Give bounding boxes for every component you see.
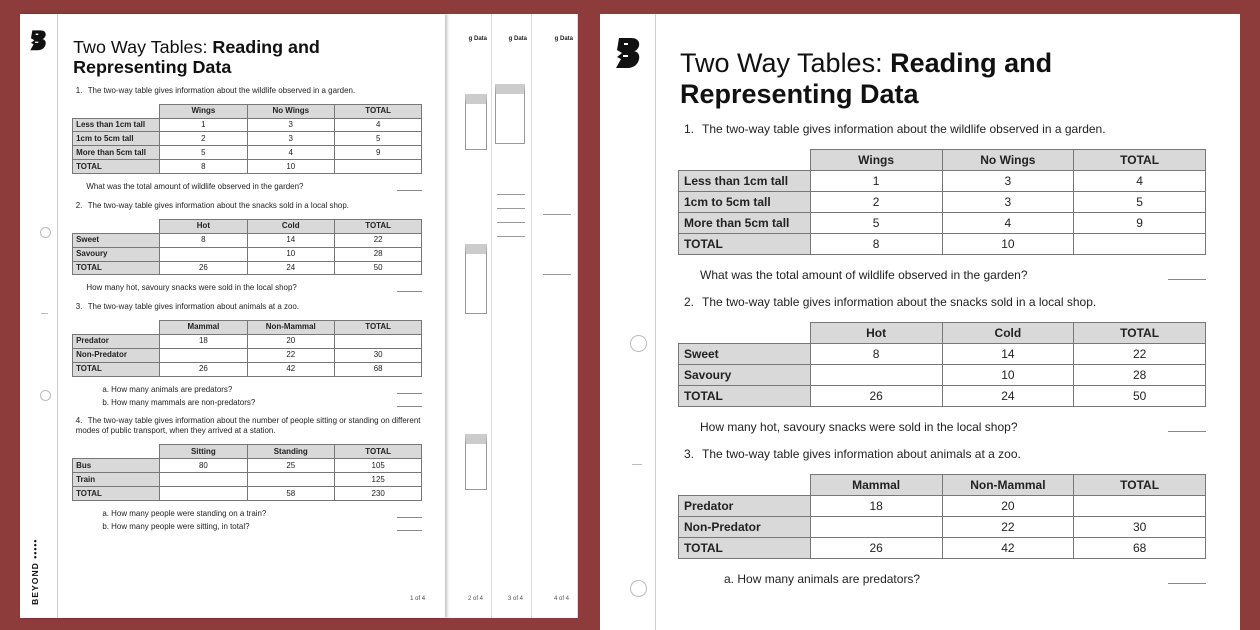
table-cell: 26 (160, 261, 247, 275)
answer-line (497, 208, 525, 209)
row-header: TOTAL (679, 234, 811, 255)
margin-line (655, 14, 656, 630)
sub-question: What was the total amount of wildlife observed in the garden? (72, 182, 423, 193)
table-cell: 14 (942, 344, 1074, 365)
two-way-table (72, 320, 423, 377)
table-fragment (465, 94, 487, 150)
table-cell: 80 (160, 459, 247, 473)
two-way-table (72, 104, 423, 175)
table-cell: 3 (247, 118, 334, 132)
table-header-row (72, 219, 422, 233)
brand-logo-icon (614, 36, 644, 70)
row-header: 1cm to 5cm tall (72, 132, 159, 146)
row-header: TOTAL (72, 362, 159, 376)
punch-hole (630, 580, 647, 597)
table-cell (160, 487, 247, 501)
row-header: TOTAL (72, 261, 159, 275)
table-row (679, 386, 1206, 407)
table-cell: 10 (942, 365, 1074, 386)
table-cell: 20 (942, 496, 1074, 517)
table-cell: 20 (247, 334, 334, 348)
table-cell: 5 (810, 213, 942, 234)
table-cell: 2 (160, 132, 247, 146)
column-header: TOTAL (1074, 150, 1206, 171)
table-cell: 105 (334, 459, 421, 473)
page-number: 1 of 4 (410, 595, 426, 602)
table-header-row (679, 150, 1206, 171)
punch-hole (630, 335, 647, 352)
row-header: TOTAL (679, 386, 811, 407)
table-row (72, 334, 422, 348)
column-header: No Wings (247, 104, 334, 118)
row-header: TOTAL (72, 160, 159, 174)
column-header: Wings (810, 150, 942, 171)
table-row (72, 362, 422, 376)
table-cell: 3 (247, 132, 334, 146)
table-cell: 5 (334, 132, 421, 146)
table-cell: 5 (160, 146, 247, 160)
two-way-table (678, 322, 1206, 407)
row-header: More than 5cm tall (72, 146, 159, 160)
punch-hole (40, 390, 51, 401)
table-cell: 4 (334, 118, 421, 132)
table-cell: 58 (247, 487, 334, 501)
table-cell: 9 (1074, 213, 1206, 234)
punch-hole (40, 227, 51, 238)
table-cell (1074, 496, 1206, 517)
table-fragment (495, 84, 525, 144)
table-cell: 28 (334, 247, 421, 261)
table-cell: 26 (810, 538, 942, 559)
table-cell (1074, 234, 1206, 255)
table-cell: 26 (160, 362, 247, 376)
column-header: Cold (247, 219, 334, 233)
column-header: TOTAL (1074, 475, 1206, 496)
column-header: Hot (810, 323, 942, 344)
column-header: TOTAL (334, 445, 421, 459)
table-header-row (72, 445, 422, 459)
answer-line (497, 194, 525, 195)
row-header: Sweet (679, 344, 811, 365)
column-header: Mammal (810, 475, 942, 496)
table-row (72, 146, 422, 160)
row-header: 1cm to 5cm tall (679, 192, 811, 213)
column-header: TOTAL (334, 320, 421, 334)
table-row (72, 132, 422, 146)
answer-line[interactable] (1168, 431, 1206, 432)
answer-line[interactable] (397, 517, 422, 518)
answer-line (497, 236, 525, 237)
two-way-table (72, 444, 423, 501)
table-row (72, 459, 422, 473)
row-header: TOTAL (72, 487, 159, 501)
fold-mark (632, 464, 642, 465)
table-cell (810, 517, 942, 538)
table-cell: 50 (334, 261, 421, 275)
row-header: More than 5cm tall (679, 213, 811, 234)
table-cell: 42 (247, 362, 334, 376)
column-header: Cold (942, 323, 1074, 344)
table-row (72, 160, 422, 174)
table-cell (160, 348, 247, 362)
table-cell: 10 (247, 160, 334, 174)
answer-line[interactable] (397, 530, 422, 531)
sub-question: b. How many mammals are non-predators? (72, 398, 423, 409)
sub-question: a. How many animals are predators? (72, 385, 423, 396)
table-cell: 50 (1074, 386, 1206, 407)
column-header: No Wings (942, 150, 1074, 171)
page-number: 2 of 4 (467, 596, 483, 602)
row-header: TOTAL (679, 538, 811, 559)
page-title: Two Way Tables: Reading and Representing Data (73, 36, 320, 78)
brand-logo-icon (29, 29, 49, 52)
table-row (679, 192, 1206, 213)
page-title-fragment: g Data (508, 36, 527, 42)
column-header: Standing (247, 445, 334, 459)
table-cell: 26 (810, 386, 942, 407)
question-3: 3. The two-way table gives information about animals at a zoo. (684, 447, 1021, 461)
column-header: Non-Mammal (942, 475, 1074, 496)
table-cell: 42 (942, 538, 1074, 559)
page-title: Two Way Tables: Reading and Representing Data (680, 48, 1053, 109)
table-cell: 22 (247, 348, 334, 362)
column-header: TOTAL (334, 219, 421, 233)
question-2: 2. The two-way table gives information about the snacks sold in a local shop. (75, 200, 349, 210)
question-2: 2. The two-way table gives information about the snacks sold in a local shop. (684, 295, 1097, 309)
two-way-table (72, 219, 423, 276)
table-cell: 4 (942, 213, 1074, 234)
two-way-table (678, 474, 1206, 559)
table-cell: 22 (334, 233, 421, 247)
answer-line (497, 222, 525, 223)
row-header: Less than 1cm tall (72, 118, 159, 132)
table-row (72, 233, 422, 247)
table-row (679, 365, 1206, 386)
table-row (679, 344, 1206, 365)
table-cell: 8 (810, 344, 942, 365)
answer-line[interactable] (397, 291, 422, 292)
table-cell: 3 (942, 192, 1074, 213)
table-row (679, 234, 1206, 255)
table-cell: 22 (942, 517, 1074, 538)
table-cell (334, 160, 421, 174)
column-header: TOTAL (1074, 323, 1206, 344)
row-header: Sweet (72, 233, 159, 247)
sub-question: a. How many animals are predators? (678, 571, 1206, 587)
table-cell: 8 (160, 233, 247, 247)
table-cell: 30 (1074, 517, 1206, 538)
fold-mark (41, 313, 48, 314)
table-row (72, 247, 422, 261)
worksheet-page-1-preview (600, 14, 1240, 630)
table-cell: 1 (160, 118, 247, 132)
page-title-fragment: g Data (554, 36, 573, 42)
sub-question: b. How many people were sitting, in total? (72, 522, 423, 533)
column-header: Non-Mammal (247, 320, 334, 334)
table-cell: 3 (942, 171, 1074, 192)
table-row (72, 487, 422, 501)
worksheet-page-2[interactable] (440, 14, 492, 618)
table-cell: 230 (334, 487, 421, 501)
table-row (679, 213, 1206, 234)
answer-line[interactable] (1168, 583, 1206, 584)
table-cell: 5 (1074, 192, 1206, 213)
row-header: Non-Predator (679, 517, 811, 538)
table-cell: 30 (334, 348, 421, 362)
page-number: 4 of 4 (553, 596, 569, 602)
table-fragment (465, 244, 487, 314)
table-cell: 18 (810, 496, 942, 517)
answer-line[interactable] (397, 393, 422, 394)
table-cell: 25 (247, 459, 334, 473)
margin-line (57, 14, 58, 618)
table-cell: 4 (1074, 171, 1206, 192)
column-header: TOTAL (334, 104, 421, 118)
answer-line[interactable] (397, 406, 422, 407)
table-cell: 28 (1074, 365, 1206, 386)
page-title-fragment: g Data (468, 36, 487, 42)
question-4: 4. The two-way table gives information about the number of people sitting or standing on different modes of public transport, when they arrived at a station. (75, 416, 421, 436)
answer-line[interactable] (397, 190, 422, 191)
table-header-row (72, 320, 422, 334)
table-row (72, 118, 422, 132)
table-cell (160, 473, 247, 487)
table-cell: 10 (942, 234, 1074, 255)
table-cell: 8 (810, 234, 942, 255)
table-fragment (465, 434, 487, 490)
row-header: Non-Predator (72, 348, 159, 362)
column-header: Wings (160, 104, 247, 118)
answer-line (543, 274, 571, 275)
table-cell: 1 (810, 171, 942, 192)
row-header: Predator (72, 334, 159, 348)
table-cell: 14 (247, 233, 334, 247)
row-header: Less than 1cm tall (679, 171, 811, 192)
two-way-table (678, 149, 1206, 255)
table-cell (160, 247, 247, 261)
table-header-row (72, 104, 422, 118)
table-cell: 4 (247, 146, 334, 160)
table-row (679, 538, 1206, 559)
table-row (72, 261, 422, 275)
worksheet-page-1-thumbnail[interactable] (20, 14, 445, 618)
question-3: 3. The two-way table gives information about animals at a zoo. (75, 301, 299, 311)
question-1: 1. The two-way table gives information about the wildlife observed in a garden. (75, 85, 356, 95)
row-header: Savoury (72, 247, 159, 261)
table-cell: 24 (942, 386, 1074, 407)
answer-line (543, 214, 571, 215)
sub-question: What was the total amount of wildlife observed in the garden? (678, 267, 1206, 283)
row-header: Predator (679, 496, 811, 517)
page-number: 3 of 4 (507, 596, 523, 602)
table-cell: 125 (334, 473, 421, 487)
answer-line[interactable] (1168, 279, 1206, 280)
column-header: Hot (160, 219, 247, 233)
sub-question: How many hot, savoury snacks were sold in the local shop? (678, 419, 1206, 435)
table-row (679, 517, 1206, 538)
row-header: Bus (72, 459, 159, 473)
row-header: Savoury (679, 365, 811, 386)
brand-wordmark: BEYOND ••••• (29, 538, 40, 605)
column-header: Sitting (160, 445, 247, 459)
table-row (72, 473, 422, 487)
table-row (679, 171, 1206, 192)
row-header: Train (72, 473, 159, 487)
table-cell (334, 334, 421, 348)
table-cell: 68 (1074, 538, 1206, 559)
sub-question: a. How many people were standing on a train? (72, 509, 423, 520)
table-cell: 18 (160, 334, 247, 348)
table-cell: 22 (1074, 344, 1206, 365)
table-cell: 24 (247, 261, 334, 275)
table-header-row (679, 323, 1206, 344)
table-cell: 10 (247, 247, 334, 261)
table-cell: 8 (160, 160, 247, 174)
table-cell (810, 365, 942, 386)
table-header-row (679, 475, 1206, 496)
table-row (72, 348, 422, 362)
column-header: Mammal (160, 320, 247, 334)
table-row (679, 496, 1206, 517)
table-cell: 2 (810, 192, 942, 213)
question-1: 1. The two-way table gives information about the wildlife observed in a garden. (684, 122, 1106, 136)
sub-question: How many hot, savoury snacks were sold in the local shop? (72, 283, 423, 294)
table-cell (247, 473, 334, 487)
worksheet-content (678, 48, 1206, 587)
table-cell: 68 (334, 362, 421, 376)
worksheet-content (72, 37, 423, 533)
table-cell: 9 (334, 146, 421, 160)
